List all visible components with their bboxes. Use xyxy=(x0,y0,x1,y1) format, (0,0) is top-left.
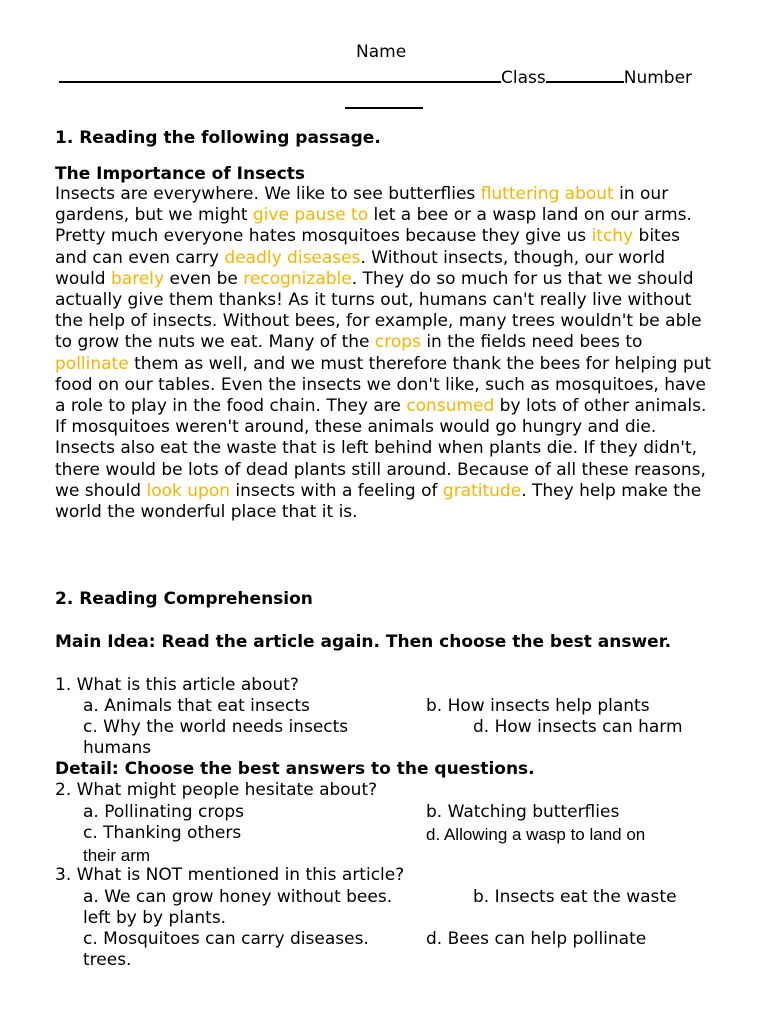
vocab-highlight: recognizable xyxy=(243,268,352,289)
worksheet-page xyxy=(55,42,715,970)
q3-option-c[interactable]: c. Mosquitoes can carry diseases. xyxy=(83,929,369,949)
q2-option-a[interactable]: a. Pollinating crops xyxy=(83,802,245,822)
vocab-highlight: pollinate xyxy=(55,353,129,374)
q3-option-d-continued: trees. xyxy=(83,950,132,970)
section1-heading: 1. Reading the following passage. xyxy=(55,128,381,148)
q3-option-b[interactable]: b. Insects eat the waste xyxy=(473,887,677,907)
passage-text-segment: them as well, and we must therefore thank the bees for helping put food on our tables. Even the insects we don't like, such as mosquitoes, have a role to play in the food chain. They are xyxy=(55,353,712,417)
q1-option-a[interactable]: a. Animals that eat insects xyxy=(83,696,310,716)
passage-text-segment: even be xyxy=(164,268,244,289)
passage-title: The Importance of Insects xyxy=(55,164,306,184)
vocab-highlight: deadly diseases xyxy=(224,247,361,268)
passage-text-segment: let a bee or a wasp land on our arms. Pretty much everyone hates mosquitoes because they give us xyxy=(55,205,692,247)
number-line xyxy=(345,92,423,115)
section2-heading: 2. Reading Comprehension xyxy=(55,589,313,609)
detail-instruction: Detail: Choose the best answers to the questions. xyxy=(55,759,535,779)
question-3-text: 3. What is NOT mentioned in this article? xyxy=(55,865,405,885)
student-info-header xyxy=(55,42,715,118)
vocab-highlight: give pause to xyxy=(252,205,369,226)
number-blank[interactable] xyxy=(345,92,423,109)
q3-option-b-continued: left by by plants. xyxy=(83,908,227,928)
passage-text-segment: in the fields need bees to xyxy=(420,332,643,353)
name-class-line xyxy=(59,66,692,89)
number-label: Number xyxy=(623,68,693,88)
q1-option-d[interactable]: d. How insects can harm xyxy=(473,717,683,737)
passage-text-segment: insects with a feeling of xyxy=(230,480,443,501)
q1-option-c[interactable]: c. Why the world needs insects xyxy=(83,717,349,737)
name-blank[interactable] xyxy=(59,66,501,83)
vocab-highlight: barely xyxy=(111,268,165,289)
name-label: Name xyxy=(356,42,407,62)
vocab-highlight: crops xyxy=(374,332,421,353)
q2-option-c[interactable]: c. Thanking others xyxy=(83,823,242,843)
vocab-highlight: look upon xyxy=(146,480,231,501)
passage-text-segment: by lots of other animals. If mosquitoes weren't around, these animals would go hungry and die. Insects also eat the waste that is left behind when plants die. If they didn't, there would be lots of dead plants still around. Because of all these reasons, we should xyxy=(55,396,707,501)
vocab-highlight: fluttering about xyxy=(480,184,614,204)
q3-option-d[interactable]: d. Bees can help pollinate xyxy=(426,929,647,949)
q2-option-d-continued: their arm xyxy=(83,846,151,865)
q2-option-b[interactable]: b. Watching butterflies xyxy=(426,802,620,822)
main-idea-instruction: Main Idea: Read the article again. Then choose the best answer. xyxy=(55,632,672,652)
class-blank[interactable] xyxy=(546,66,624,83)
q2-option-d[interactable]: d. Allowing a wasp to land on xyxy=(426,825,646,844)
passage-text-segment: . Without insects, though, our world would xyxy=(55,247,665,289)
vocab-highlight: consumed xyxy=(406,396,495,417)
passage-text-segment: in our gardens, but we might xyxy=(55,184,669,226)
question-2-text: 2. What might people hesitate about? xyxy=(55,780,378,800)
passage-text-segment: Insects are everywhere. We like to see butterflies xyxy=(55,184,481,204)
q1-option-b[interactable]: b. How insects help plants xyxy=(426,696,650,716)
vocab-highlight: gratitude xyxy=(442,480,522,501)
q1-option-d-continued: humans xyxy=(83,738,152,758)
passage-text-segment: bites and can even carry xyxy=(55,226,681,268)
passage-text xyxy=(55,184,715,523)
question-1-text: 1. What is this article about? xyxy=(55,675,299,695)
passage-text-segment: . They help make the world the wonderful place that it is. xyxy=(55,480,702,523)
vocab-highlight: itchy xyxy=(591,226,634,247)
q3-option-a[interactable]: a. We can grow honey without bees. xyxy=(83,887,393,907)
passage-text-segment: . They do so much for us that we should actually give them thanks! As it turns out, humans can't really live without the help of insects. Without bees, for example, many trees wouldn't be able to grow the nuts we eat. Many of the xyxy=(55,268,702,353)
class-label: Class xyxy=(501,68,546,88)
